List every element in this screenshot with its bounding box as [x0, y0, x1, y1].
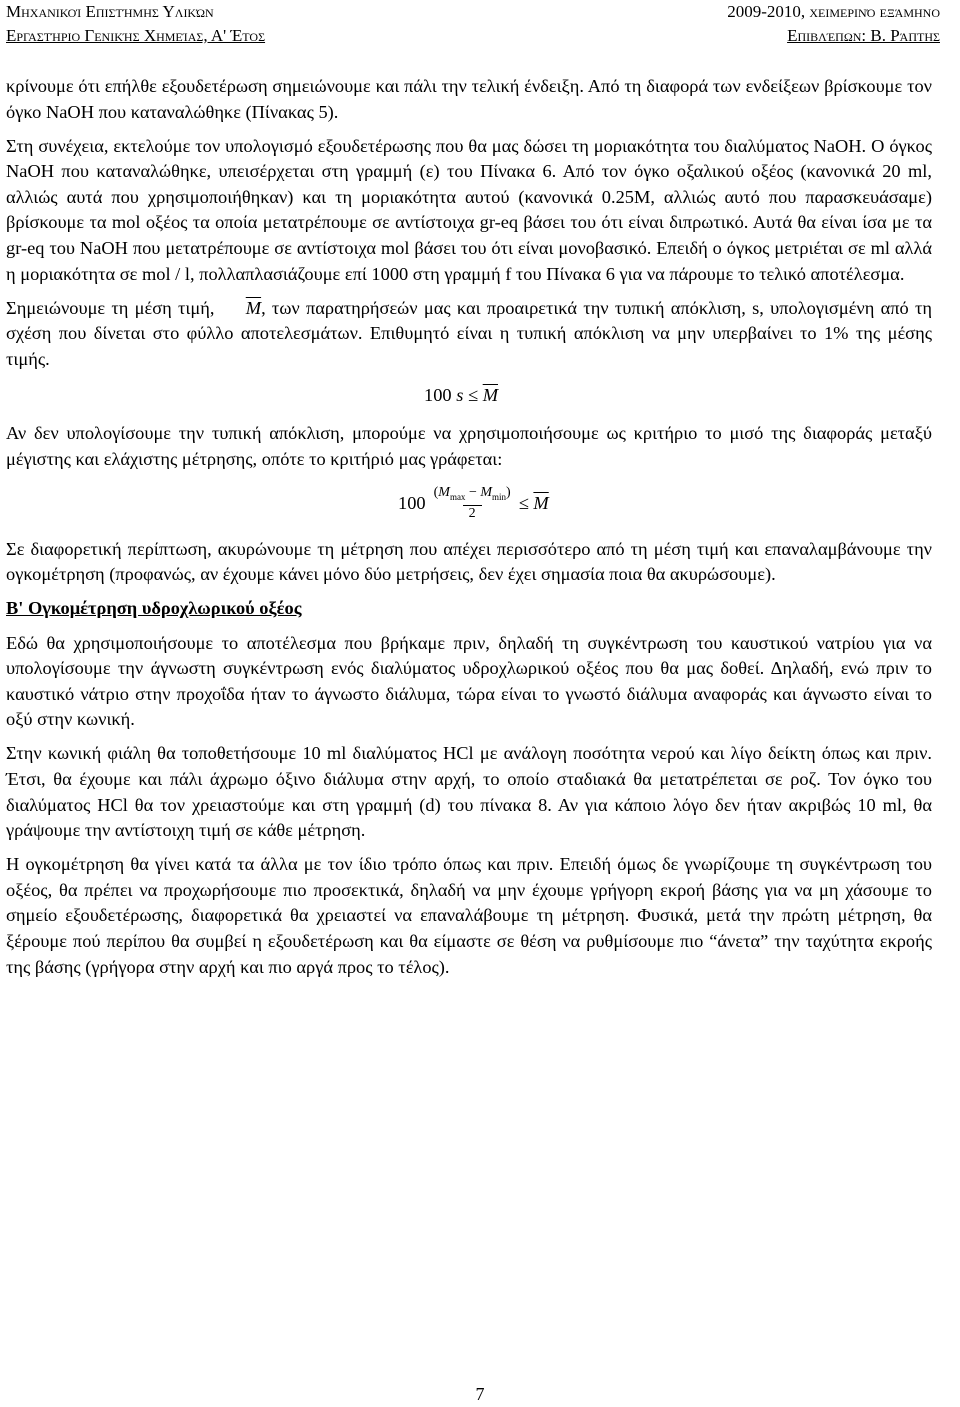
- equation-range-criterion: [6, 481, 932, 527]
- eq1-op: ≤: [467, 385, 479, 406]
- eq1-rhs: $\overline{M}$: [482, 385, 499, 406]
- paragraph-1: κρίνουμε ότι επήλθε εξουδετέρωση σημειώνουμε και πάλι την τελική ένδειξη. Από τη διαφορά των ενδείξεων βρίσκουμε τον όγκο NaOH που καταναλώθηκε (Πίνακας 5).: [6, 76, 932, 122]
- paragraph-5: Σε διαφορετική περίπτωση, ακυρώνουμε τη μέτρηση που απέχει περισσότερο από τη μέση τιμή και επαναλαμβάνουμε την ογκομέτρηση (προφανώς, αν έχουμε κάνει μόνο δύο μετρήσεις, δεν έχει σημασία ποια θα ακυρώσουμε).: [6, 538, 932, 585]
- eq1-coef: 100: [424, 385, 452, 406]
- eq1-var: s: [456, 385, 464, 406]
- paragraph-3: [6, 296, 932, 373]
- header-semester: 2009-2010, χειμερινό εξάμηνο: [727, 2, 940, 21]
- eq2-op: ≤: [518, 492, 529, 513]
- paragraph-2: Στη συνέχεια, εκτελούμε τον υπολογισμό εξουδετέρωσης που θα μας δώσει τη μοριακότητα του διαλύματος NaOH. Ο όγκος NaOH που καταναλώθηκε, υπεισέρχεται στη γραμμή (ε) του Πίνακα 6. Από τον όγκο οξαλικού οξέος (κανονικά 20 ml, αλλιώς αυτά που χρησιμοποιήθηκαν) και τη μοριακότητα αυτού (κανονικά 0.25M, αλλιώς αυτό που παρασκευάσαμε) βρίσκουμε τα mol οξέος τα οποία μετατρέπουμε σε αντίστοιχα gr-eq βάσει του ότι είναι διπρωτικό. Αυτά θα είναι ίσα με τα gr-eq του NaOH που μετατρέπουμε σε αντίστοιχα mol βάσει του ότι είναι μονοβασικό. Επειδή ο όγκος μετριέται σε ml αλλά η μοριακότητα σε mol / l, πολλαπλασιάζουμε επί 1000 στη γραμμή f του Πίνακα 6 για να πάρουμε το τελικό αποτέλεσμα.: [6, 135, 932, 284]
- paragraph-3-end: , των παρατηρήσεών μας και προαιρετικά την τυπική απόκλιση, s, υπολογισμένη από τη σχέση που δίνεται στο φύλλο αποτελεσμάτων. Επιθυμητό είναι η τυπική απόκλιση να μην υπερβαίνει το 1% της μέσης τιμής.: [6, 297, 932, 369]
- paragraph-6: Εδώ θα χρησιμοποιήσουμε το αποτέλεσμα που βρήκαμε πριν, δηλαδή τη συγκέντρωση του καυστικού νατρίου για να υπολογίσουμε την άγνωστη συγκέντρωση ενός διαλύματος υδροχλωρικού οξέος που θα μας δοθεί. Δηλαδή, ενώ πριν το καυστικό νάτριο στην προχοΐδα ήταν το άγνωστο διάλυμα, τώρα είναι το γνωστό διάλυμα αναφοράς και άγνωστο είναι το οξύ στην κωνική.: [6, 632, 932, 730]
- paragraph-3-start: Σημειώνουμε τη μέση τιμή,: [6, 297, 215, 318]
- eq2-coef: 100: [398, 492, 426, 513]
- page-number: 7: [475, 1384, 485, 1404]
- document-body: [6, 74, 932, 989]
- paragraph-8: Η ογκομέτρηση θα γίνει κατά τα άλλα με τον ίδιο τρόπο όπως και πριν. Επειδή όμως δε γνωρίζουμε τη συγκέντρωση του οξέος, θα πρέπει να προχωρήσουμε πιο προσεκτικά, δηλαδή να μην έχουμε γρήγορη εκροή βάσης για να μη χάσουμε το σημείο εξουδετέρωσης, διαφορετικά θα χρειαστεί να επαναλάβουμε τη μέτρηση. Φυσικά, μετά την πρώτη μέτρηση, θα ξέρουμε πού περίπου θα συμβεί η εξουδετέρωση και θα είμαστε σε θέση να ρυθμίσουμε πιο “άνετα” την ταχύτητα εκροής της βάσης (γρήγορα στην αρχή και πιο αργά προς το τέλος).: [6, 854, 932, 977]
- eq2-denominator: 2: [463, 505, 482, 522]
- page-header: [0, 0, 960, 50]
- header-supervisor: Επιβλέπων: Β. Ράπτης: [787, 26, 940, 45]
- mean-symbol: $\overline{M}$: [245, 297, 262, 318]
- header-row-2: [6, 26, 940, 46]
- eq2-numerator: $(M_{max} - M_{min})$: [433, 485, 511, 503]
- eq2-fraction: [432, 485, 513, 522]
- equation-std-criterion: [6, 381, 932, 411]
- eq2-rhs: $\overline{M}$: [533, 492, 549, 513]
- paragraph-7: Στην κωνική φιάλη θα τοποθετήσουμε 10 ml διαλύματος HCl με ανάλογη ποσότητα νερού και λίγο δείκτη όπως και πριν. Έτσι, θα έχουμε και πάλι άχρωμο όξινο διάλυμα στην αρχή, το οποίο σταδιακά θα μετατρέπεται σε ροζ. Τον όγκο του διαλύματος HCl θα τον χρειαστούμε και στη γραμμή (d) του πίνακα 8. Αν για κάποιο λόγο δεν ήταν ακριβώς 10 ml, θα γράψουμε την αντίστοιχη τιμή σε κάθε μέτρηση.: [6, 743, 932, 841]
- header-course: Μηχανικοί Επιστήμης Υλικών: [6, 2, 214, 21]
- section-heading: Β' Ογκομέτρηση υδροχλωρικού οξέος: [6, 598, 302, 619]
- header-row-1: [6, 2, 940, 22]
- header-lab: Εργαστήριο Γενικής Χημείας, Α' Έτος: [6, 26, 266, 45]
- paragraph-4: Αν δεν υπολογίσουμε την τυπική απόκλιση, μπορούμε να χρησιμοποιήσουμε ως κριτήριο το μισό της διαφοράς μεταξύ μέγιστης και ελάχιστης μέτρησης, οπότε το κριτήριό μας γράφεται:: [6, 423, 932, 469]
